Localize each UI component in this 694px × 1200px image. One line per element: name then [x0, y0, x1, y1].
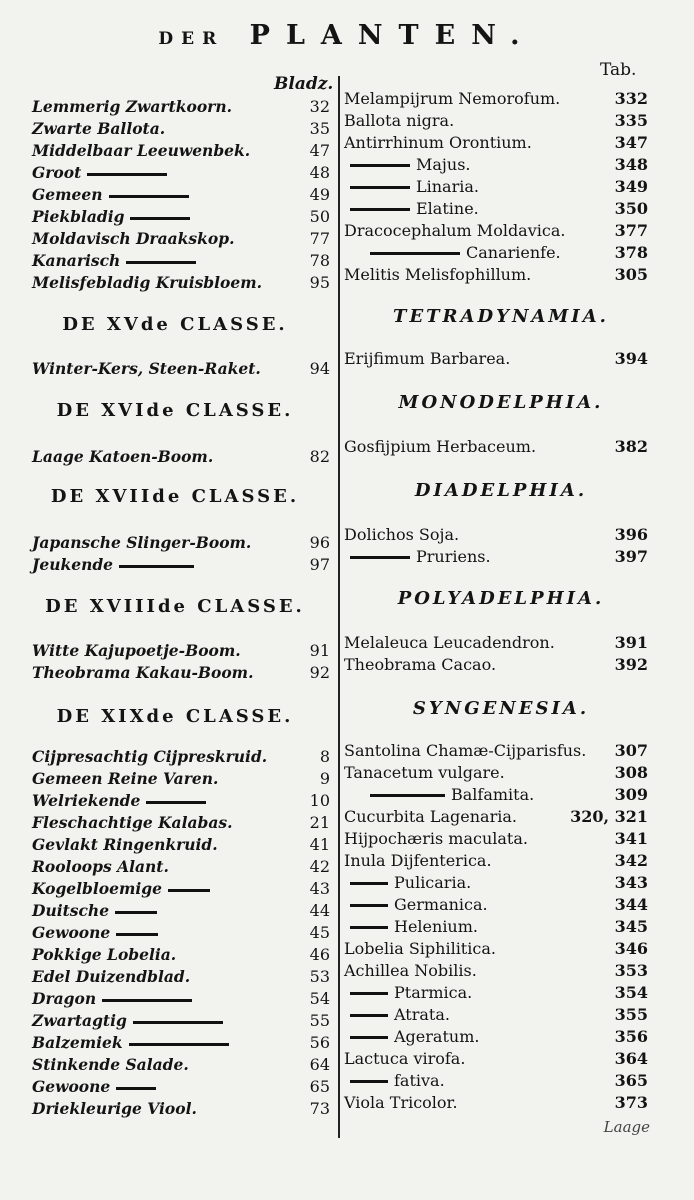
ditto-dash: [350, 164, 410, 167]
entry-page-number: 348: [614, 155, 648, 174]
entry-page-number: 92: [309, 663, 330, 682]
entry-name: [344, 88, 560, 110]
entry-name-text: Santolina Chamæ-Cijparisfus.: [344, 741, 587, 760]
entry-name: [32, 966, 190, 988]
entry-name-text: Ptarmica.: [394, 983, 473, 1002]
entry-page-number: 365: [614, 1071, 648, 1090]
entry-page-number: 345: [614, 917, 648, 936]
right-index-entry: [344, 806, 648, 828]
ditto-dash: [350, 992, 388, 995]
left-section-heading: DE XVIIde CLASSE.: [50, 486, 300, 507]
entry-name: [32, 856, 169, 878]
left-index-entry: [32, 532, 330, 554]
right-index-entry: [344, 242, 648, 264]
entry-page-number: 54: [309, 989, 330, 1008]
ditto-dash: [115, 911, 157, 914]
entry-name: [344, 436, 536, 458]
left-index-entry: [32, 272, 330, 294]
entry-name-text: Jeukende: [32, 555, 114, 574]
ditto-dash: [350, 882, 388, 885]
right-index-entry: [344, 1026, 648, 1048]
left-section-heading: DE XVIde CLASSE.: [56, 400, 294, 421]
entry-name: [364, 242, 561, 264]
entry-page-number: 391: [614, 633, 648, 652]
entry-page-number: 47: [309, 141, 330, 160]
entry-name-text: Dolichos Soja.: [344, 525, 460, 544]
entry-name: [32, 834, 218, 856]
entry-name: [32, 662, 253, 684]
right-index-entry: [344, 850, 648, 872]
left-index-entry: [32, 662, 330, 684]
entry-page-number: 49: [309, 185, 330, 204]
left-index-entry: [32, 900, 330, 922]
left-index-entry: [32, 640, 330, 662]
entry-name-text: Cijpresachtig Cijpreskruid.: [32, 747, 268, 766]
entry-page-number: 308: [614, 763, 648, 782]
right-index-entry: [344, 1048, 648, 1070]
entry-page-number: 95: [309, 273, 330, 292]
header-prefix: DER: [158, 29, 225, 49]
entry-name: [344, 1092, 458, 1114]
entry-name-text: Erijfimum Barbarea.: [344, 349, 511, 368]
entry-page-number: 45: [309, 923, 330, 942]
entry-name: [32, 140, 250, 162]
entry-page-number: 378: [614, 243, 648, 262]
entry-page-number: 64: [309, 1055, 330, 1074]
right-index-entry: [344, 110, 648, 132]
entry-name-text: Achillea Nobilis.: [344, 961, 477, 980]
page-header: [0, 20, 694, 51]
entry-name: [32, 446, 213, 468]
entry-page-number: 10: [309, 791, 330, 810]
entry-name: [344, 916, 478, 938]
entry-name: [344, 872, 471, 894]
entry-name-text: Ageratum.: [394, 1027, 480, 1046]
right-index-entry: [344, 828, 648, 850]
right-section-heading: POLYADELPHIA.: [397, 588, 605, 609]
entry-name-text: Melampijrum Nemorofum.: [344, 89, 561, 108]
entry-name: [32, 640, 241, 662]
entry-name-text: Atrata.: [394, 1005, 450, 1024]
ditto-dash: [116, 1087, 156, 1090]
left-index-entry: [32, 988, 330, 1010]
entry-name: [32, 922, 164, 944]
entry-name-text: Pokkige Lobelia.: [32, 945, 177, 964]
header-title: PLANTEN.: [249, 20, 536, 51]
entry-page-number: 56: [309, 1033, 330, 1052]
entry-name: [32, 532, 251, 554]
entry-name: [32, 1098, 197, 1120]
entry-page-number: 382: [614, 437, 648, 456]
ditto-dash: [168, 889, 210, 892]
entry-name: [344, 110, 454, 132]
entry-page-number: 350: [614, 199, 648, 218]
entry-name: [364, 784, 534, 806]
entry-name-text: Ballota nigra.: [344, 111, 455, 130]
entry-name-text: Lemmerig Zwartkoorn.: [32, 97, 232, 116]
left-section-heading: DE XIXde CLASSE.: [56, 706, 294, 727]
ditto-dash: [350, 186, 410, 189]
column-divider: [338, 76, 340, 1138]
entry-page-number: 21: [309, 813, 330, 832]
entry-page-number: 346: [614, 939, 648, 958]
entry-name: [344, 198, 479, 220]
entry-page-number: 73: [309, 1099, 330, 1118]
entry-name-text: Gemeen: [32, 185, 103, 204]
right-index-entry: [344, 654, 648, 676]
entry-name: [32, 96, 232, 118]
entry-name-text: Viola Tricolor.: [344, 1093, 458, 1112]
ditto-dash: [350, 208, 410, 211]
entry-name: [32, 878, 216, 900]
entry-name: [344, 348, 510, 370]
catchword: Laage: [603, 1118, 650, 1136]
entry-name-text: Melaleuca Leucadendron.: [344, 633, 555, 652]
left-section-heading: DE XVde CLASSE.: [62, 314, 288, 335]
ditto-dash: [370, 252, 460, 255]
entry-name: [344, 850, 492, 872]
right-index-entry: [344, 524, 648, 546]
ditto-dash: [350, 556, 410, 559]
entry-name: [32, 162, 173, 184]
entry-page-number: 342: [614, 851, 648, 870]
entry-name-text: Melitis Melisfophillum.: [344, 265, 532, 284]
entry-page-number: 396: [614, 525, 648, 544]
entry-page-number: 343: [614, 873, 648, 892]
entry-page-number: 43: [309, 879, 330, 898]
right-column-head: Tab.: [600, 60, 637, 80]
entry-name: [32, 118, 165, 140]
right-section-heading: DIADELPHIA.: [414, 480, 588, 501]
entry-page-number: 50: [309, 207, 330, 226]
left-index-entry: [32, 228, 330, 250]
entry-page-number: 305: [614, 265, 648, 284]
entry-name-text: Gewoone: [32, 1077, 111, 1096]
right-index-entry: [344, 154, 648, 176]
entry-page-number: 377: [614, 221, 648, 240]
entry-name: [32, 746, 267, 768]
entry-name: [32, 206, 196, 228]
entry-name-text: Linaria.: [416, 177, 479, 196]
right-index-entry: [344, 632, 648, 654]
right-index-entry: [344, 198, 648, 220]
left-index-entry: [32, 966, 330, 988]
entry-name: [344, 654, 496, 676]
entry-name: [32, 812, 233, 834]
entry-name-text: Dracocephalum Moldavica.: [344, 221, 566, 240]
right-index-entry: [344, 916, 648, 938]
entry-name-text: Cucurbita Lagenaria.: [344, 807, 517, 826]
entry-name: [32, 790, 212, 812]
entry-name-text: Winter-Kers, Steen-Raket.: [32, 359, 261, 378]
entry-page-number: 373: [614, 1093, 648, 1112]
left-index-entry: [32, 1054, 330, 1076]
entry-name-text: Kogelbloemige: [32, 879, 162, 898]
ditto-dash: [370, 794, 445, 797]
right-index-entry: [344, 894, 648, 916]
right-index-entry: [344, 938, 648, 960]
entry-page-number: 341: [614, 829, 648, 848]
entry-name-text: Theobrama Cacao.: [344, 655, 497, 674]
entry-name-text: Gemeen Reine Varen.: [32, 769, 219, 788]
left-index-entry: [32, 206, 330, 228]
entry-name-text: Gewoone: [32, 923, 111, 942]
entry-name: [344, 524, 459, 546]
entry-name-text: Zwarte Ballota.: [32, 119, 166, 138]
entry-name-text: Lobelia Siphilitica.: [344, 939, 496, 958]
entry-name: [344, 806, 517, 828]
left-index-entry: [32, 184, 330, 206]
left-index-entry: [32, 746, 330, 768]
ditto-dash: [350, 926, 388, 929]
ditto-dash: [109, 195, 189, 198]
entry-name: [32, 768, 218, 790]
ditto-dash: [350, 1014, 388, 1017]
entry-name: [344, 176, 479, 198]
entry-name-text: Tanacetum vulgare.: [344, 763, 505, 782]
ditto-dash: [126, 261, 196, 264]
left-index-entry: [32, 790, 330, 812]
left-index-entry: [32, 768, 330, 790]
ditto-dash: [102, 999, 192, 1002]
entry-page-number: 53: [309, 967, 330, 986]
entry-page-number: 356: [614, 1027, 648, 1046]
entry-page-number: 335: [614, 111, 648, 130]
entry-page-number: 44: [309, 901, 330, 920]
entry-page-number: 32: [309, 97, 330, 116]
entry-page-number: 8: [319, 747, 330, 766]
entry-name: [32, 900, 163, 922]
entry-name-text: Rooloops Alant.: [32, 857, 169, 876]
entry-page-number: 42: [309, 857, 330, 876]
entry-page-number: 96: [309, 533, 330, 552]
entry-page-number: 392: [614, 655, 648, 674]
entry-page-number: 307: [614, 741, 648, 760]
left-index-entry: [32, 162, 330, 184]
right-index-entry: [344, 348, 648, 370]
ditto-dash: [129, 1043, 229, 1046]
entry-page-number: 97: [309, 555, 330, 574]
entry-page-number: 320, 321: [570, 807, 648, 826]
entry-name: [344, 894, 488, 916]
right-index-entry: [344, 132, 648, 154]
entry-page-number: 35: [309, 119, 330, 138]
entry-name: [344, 264, 531, 286]
ditto-dash: [350, 1036, 388, 1039]
right-section-heading: MONODELPHIA.: [398, 392, 604, 413]
entry-name-text: Helenium.: [394, 917, 478, 936]
entry-name-text: Dragon: [32, 989, 97, 1008]
ditto-dash: [350, 1080, 388, 1083]
ditto-dash: [116, 933, 158, 936]
entry-name: [32, 228, 234, 250]
right-index-entry: [344, 88, 648, 110]
entry-name-text: Piekbladig: [32, 207, 125, 226]
entry-name-text: Moldavisch Draakskop.: [32, 229, 235, 248]
entry-page-number: 94: [309, 359, 330, 378]
ditto-dash: [119, 565, 194, 568]
entry-name: [344, 132, 532, 154]
right-index-entry: [344, 740, 648, 762]
entry-name-text: Gosfijpium Herbaceum.: [344, 437, 537, 456]
entry-name: [344, 1026, 479, 1048]
entry-name: [344, 982, 472, 1004]
right-index-entry: [344, 436, 648, 458]
entry-name: [32, 554, 200, 576]
entry-name: [344, 632, 555, 654]
entry-name: [344, 938, 496, 960]
entry-name: [32, 1010, 229, 1032]
left-index-entry: [32, 1032, 330, 1054]
left-index-entry: [32, 922, 330, 944]
entry-page-number: 354: [614, 983, 648, 1002]
entry-name: [32, 1076, 162, 1098]
right-index-entry: [344, 264, 648, 286]
entry-name-text: Canarienfe.: [466, 243, 561, 262]
entry-name: [32, 250, 202, 272]
entry-name-text: Duitsche: [32, 901, 110, 920]
entry-name: [32, 358, 261, 380]
entry-name-text: Kanarisch: [32, 251, 121, 270]
left-index-entry: [32, 1076, 330, 1098]
ditto-dash: [130, 217, 190, 220]
entry-name-text: Laage Katoen-Boom.: [32, 447, 214, 466]
right-section-heading: SYNGENESIA.: [412, 698, 590, 719]
left-index-entry: [32, 446, 330, 468]
entry-page-number: 78: [309, 251, 330, 270]
entry-name-text: Lactuca virofa.: [344, 1049, 466, 1068]
entry-name-text: Welriekende: [32, 791, 141, 810]
left-index-entry: [32, 1098, 330, 1120]
ditto-dash: [146, 801, 206, 804]
entry-name-text: Driekleurige Viool.: [32, 1099, 197, 1118]
left-index-entry: [32, 358, 330, 380]
entry-name-text: Majus.: [416, 155, 471, 174]
entry-name-text: Germanica.: [394, 895, 488, 914]
left-index-entry: [32, 96, 330, 118]
entry-page-number: 349: [614, 177, 648, 196]
entry-name: [32, 1054, 189, 1076]
left-index-entry: [32, 554, 330, 576]
entry-name: [32, 944, 176, 966]
right-index-entry: [344, 546, 648, 568]
entry-page-number: 82: [309, 447, 330, 466]
entry-name-text: Elatine.: [416, 199, 479, 218]
entry-name-text: Balzemiek: [32, 1033, 123, 1052]
entry-name-text: Zwartagtig: [32, 1011, 127, 1030]
left-index-entry: [32, 834, 330, 856]
left-index-entry: [32, 856, 330, 878]
entry-name-text: Groot: [32, 163, 82, 182]
entry-name-text: Gevlakt Ringenkruid.: [32, 835, 218, 854]
ditto-dash: [133, 1021, 223, 1024]
left-index-entry: [32, 140, 330, 162]
entry-name: [32, 184, 195, 206]
left-index-entry: [32, 250, 330, 272]
entry-name: [344, 220, 565, 242]
entry-name: [344, 154, 470, 176]
entry-page-number: 55: [309, 1011, 330, 1030]
entry-page-number: 48: [309, 163, 330, 182]
entry-name-text: Japansche Slinger-Boom.: [32, 533, 252, 552]
right-index-entry: [344, 872, 648, 894]
right-index-entry: [344, 762, 648, 784]
right-index-entry: [344, 1004, 648, 1026]
entry-name-text: Edel Duizendblad.: [32, 967, 191, 986]
entry-name-text: Inula Dijfenterica.: [344, 851, 492, 870]
entry-page-number: 91: [309, 641, 330, 660]
entry-page-number: 65: [309, 1077, 330, 1096]
entry-page-number: 355: [614, 1005, 648, 1024]
entry-name-text: Stinkende Salade.: [32, 1055, 189, 1074]
entry-name: [344, 828, 528, 850]
entry-page-number: 41: [309, 835, 330, 854]
entry-name-text: Middelbaar Leeuwenbek.: [32, 141, 251, 160]
left-index-entry: [32, 1010, 330, 1032]
entry-name: [344, 1048, 465, 1070]
entry-page-number: 46: [309, 945, 330, 964]
left-index-entry: [32, 118, 330, 140]
entry-name: [344, 740, 586, 762]
entry-page-number: 394: [614, 349, 648, 368]
right-index-entry: [344, 1070, 648, 1092]
entry-page-number: 397: [614, 547, 648, 566]
entry-name-text: Pulicaria.: [394, 873, 472, 892]
entry-name-text: Pruriens.: [416, 547, 491, 566]
entry-name: [344, 1070, 445, 1092]
entry-page-number: 77: [309, 229, 330, 248]
entry-name-text: Hijpochæris maculata.: [344, 829, 528, 848]
entry-page-number: 344: [614, 895, 648, 914]
entry-page-number: 309: [614, 785, 648, 804]
entry-name: [344, 546, 491, 568]
entry-name-text: Antirrhinum Orontium.: [344, 133, 532, 152]
entry-name-text: Witte Kajupoetje-Boom.: [32, 641, 241, 660]
entry-page-number: 332: [614, 89, 648, 108]
entry-name-text: Theobrama Kakau-Boom.: [32, 663, 254, 682]
left-index-entry: [32, 878, 330, 900]
entry-name: [344, 762, 505, 784]
entry-name: [32, 1032, 235, 1054]
ditto-dash: [87, 173, 167, 176]
entry-name-text: fativa.: [394, 1071, 445, 1090]
right-index-entry: [344, 960, 648, 982]
entry-page-number: 364: [614, 1049, 648, 1068]
entry-name: [344, 1004, 450, 1026]
right-index-entry: [344, 220, 648, 242]
left-section-heading: DE XVIIIde CLASSE.: [45, 596, 305, 617]
left-column-head: Bladz.: [274, 74, 334, 94]
entry-name: [344, 960, 477, 982]
entry-page-number: 353: [614, 961, 648, 980]
entry-name-text: Balfamita.: [451, 785, 535, 804]
ditto-dash: [350, 904, 388, 907]
right-index-entry: [344, 982, 648, 1004]
entry-page-number: 347: [614, 133, 648, 152]
right-index-entry: [344, 1092, 648, 1114]
right-section-heading: TETRADYNAMIA.: [393, 306, 609, 327]
entry-page-number: 9: [319, 769, 330, 788]
right-index-entry: [344, 176, 648, 198]
entry-name: [32, 272, 262, 294]
entry-name-text: Fleschachtige Kalabas.: [32, 813, 233, 832]
left-index-entry: [32, 944, 330, 966]
entry-name: [32, 988, 198, 1010]
right-index-entry: [344, 784, 648, 806]
left-index-entry: [32, 812, 330, 834]
entry-name-text: Melisfebladig Kruisbloem.: [32, 273, 263, 292]
